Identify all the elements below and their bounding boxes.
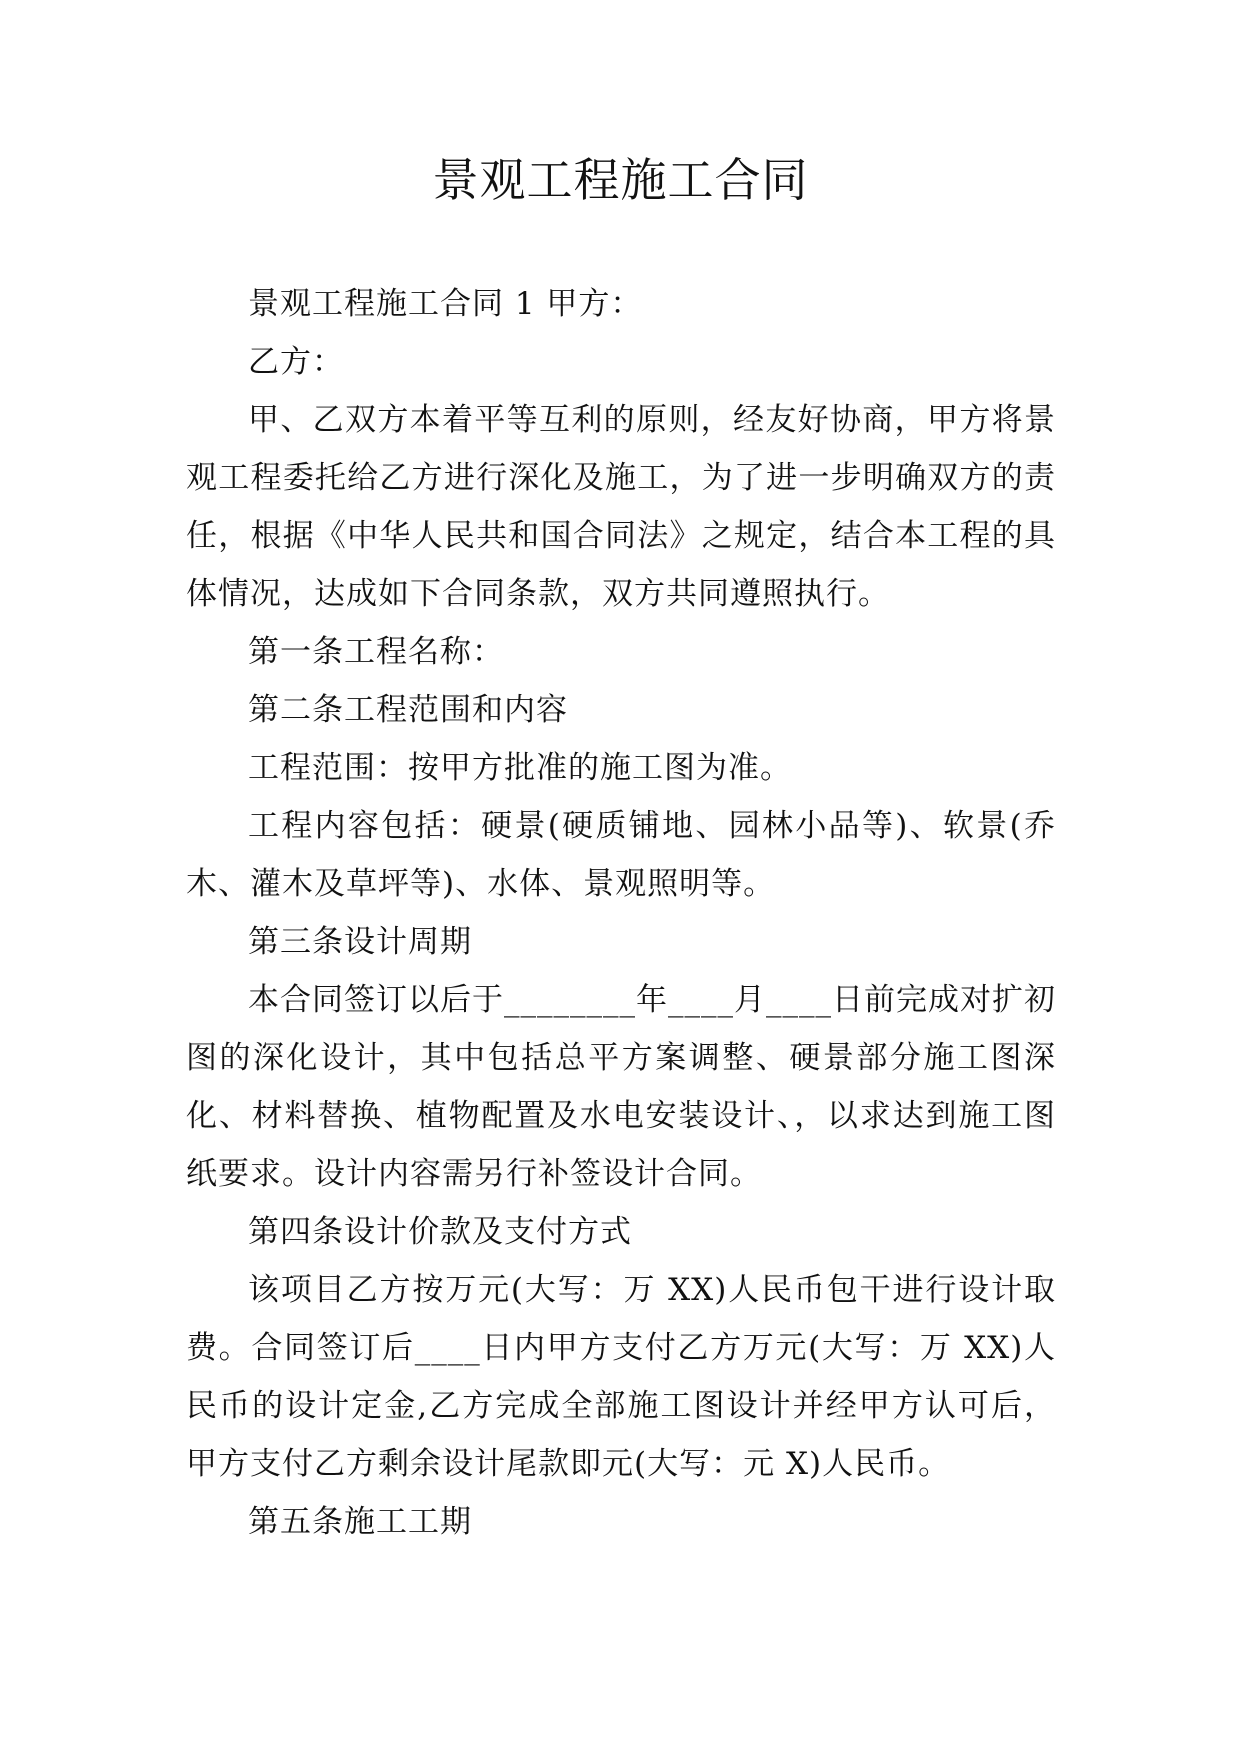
paragraph-content: 工程内容包括：硬景(硬质铺地、园林小品等)、软景(乔木、灌木及草坪等)、水体、景观照明等。 — [186, 808, 1056, 902]
paragraph-design-fee: 该项目乙方按万元(大写：万 XX)人民币包干进行设计取费。合同签订后____日内甲方支付乙方万元(大写：万 XX)人民币的设计定金,乙方完成全部施工图设计并经甲方认可后，甲方支付乙方剩余设计尾款即元(大写：元 X)人民币。 — [186, 1272, 1056, 1482]
paragraph-scope: 工程范围：按甲方批准的施工图为准。 — [248, 750, 792, 786]
article-1-heading: 第一条工程名称： — [248, 634, 504, 670]
article-5-heading: 第五条施工工期 — [248, 1504, 472, 1540]
article-4-heading: 第四条设计价款及支付方式 — [248, 1214, 632, 1250]
article-2-heading: 第二条工程范围和内容 — [248, 692, 568, 728]
document-body — [186, 275, 1056, 1551]
paragraph-design-period: 本合同签订以后于________年____月____日前完成对扩初图的深化设计，其中包括总平方案调整、硬景部分施工图深化、材料替换、植物配置及水电安装设计、，以求达到施工图纸要求。设计内容需另行补签设计合同。 — [186, 982, 1056, 1192]
article-3-heading: 第三条设计周期 — [248, 924, 472, 960]
paragraph-party-a: 景观工程施工合同 1 甲方： — [248, 286, 643, 322]
paragraph-party-b: 乙方： — [248, 344, 344, 380]
paragraph-preamble: 甲、乙双方本着平等互利的原则，经友好协商，甲方将景观工程委托给乙方进行深化及施工，为了进一步明确双方的责任，根据《中华人民共和国合同法》之规定，结合本工程的具体情况，达成如下合同条款，双方共同遵照执行。 — [186, 402, 1056, 612]
document-title: 景观工程施工合同 — [432, 153, 809, 207]
